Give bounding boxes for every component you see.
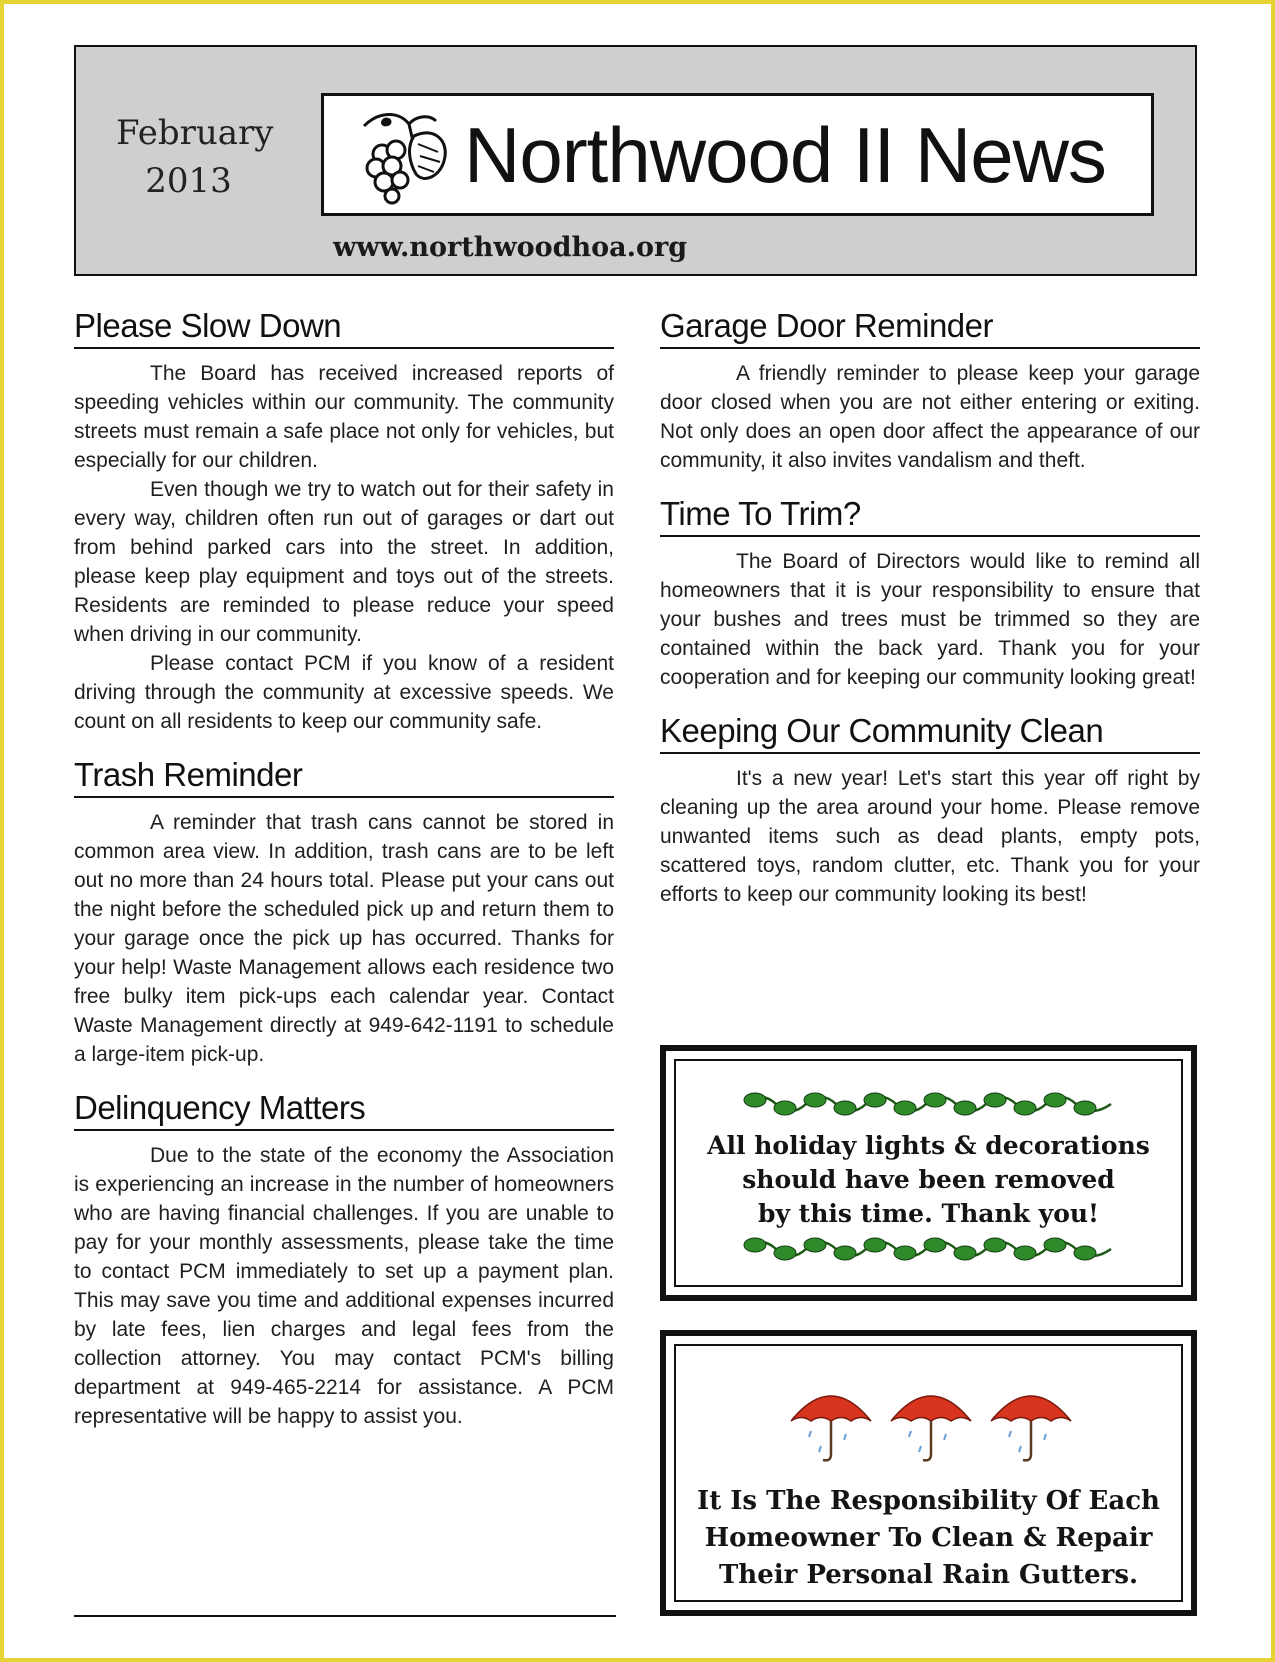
holiday-notice-text [666, 1129, 1191, 1231]
article-paragraph: It's a new year! Let's start this year off right by cleaning up the area around your home. Please remove unwanted items such as dead plants, empty pots, scattered toys, random clutter, etc. Thank you for your efforts to keep our community looking its best! [660, 767, 1200, 906]
issue-year: 2013 [145, 161, 232, 201]
right-column [660, 305, 1200, 927]
notice-line: should have been removed [742, 1165, 1115, 1194]
article-paragraph: Even though we try to watch out for their safety in every way, children often run out of garages or dart out from behind parked cars into the street. In addition, please keep play equipment and toys out of the streets. Residents are reminded to please reduce your speed when driving in our community. [74, 478, 614, 646]
article-paragraph: The Board of Directors would like to remind all homeowners that it is your responsibility to ensure that your bushes and trees must be trimmed so they are contained within the back yard. Thank you for your cooperation and for keeping our community looking great! [660, 550, 1200, 689]
article-paragraph: The Board has received increased reports of speeding vehicles within our community. The community streets must remain a safe place not only for vehicles, but especially for our children. [74, 362, 614, 472]
article-heading: Trash Reminder [74, 754, 614, 798]
footer-divider [74, 1615, 616, 1617]
notice-line: All holiday lights & decorations [707, 1131, 1150, 1160]
article-keeping-community-clean [660, 710, 1200, 909]
notice-line: by this time. Thank you! [757, 1199, 1100, 1228]
article-heading: Time To Trim? [660, 493, 1200, 537]
gutters-notice-box [660, 1330, 1197, 1616]
left-column [74, 305, 614, 1449]
article-heading: Garage Door Reminder [660, 305, 1200, 349]
article-heading: Please Slow Down [74, 305, 614, 349]
article-please-slow-down [74, 305, 614, 736]
umbrella-icon [786, 1376, 1086, 1466]
article-trash-reminder [74, 754, 614, 1069]
newsletter-title: Northwood II News [464, 111, 1106, 199]
holiday-notice-box [660, 1045, 1197, 1301]
grape-vine-logo-icon [354, 106, 454, 206]
article-paragraph: Please contact PCM if you know of a resident driving through the community at excessive speeds. We count on all residents to keep our community safe. [74, 652, 614, 733]
title-box [321, 93, 1154, 216]
issue-month: February [116, 113, 274, 153]
notice-line: Their Personal Rain Gutters. [718, 1560, 1139, 1590]
article-heading: Delinquency Matters [74, 1087, 614, 1131]
article-heading: Keeping Our Community Clean [660, 710, 1200, 754]
website-url[interactable]: www.northwoodhoa.org [333, 232, 688, 263]
article-paragraph: A friendly reminder to please keep your garage door closed when you are not either entering or exiting. Not only does an open door affect the appearance of our community, it also invites vandalism and theft. [660, 362, 1200, 472]
gutters-notice-text [666, 1483, 1191, 1594]
article-delinquency-matters [74, 1087, 614, 1431]
issue-date [116, 109, 274, 205]
article-garage-door-reminder [660, 305, 1200, 475]
article-time-to-trim [660, 493, 1200, 692]
ivy-vine-decoration-icon [741, 1086, 1116, 1122]
article-paragraph: A reminder that trash cans cannot be stored in common area view. In addition, trash cans are to be left out no more than 24 hours total. Please put your cans out the night before the scheduled pick up and return them to your garage once the pick up has occurred. Thanks for your help! Waste Management allows each residence two free bulky item pick-ups each calendar year. Contact Waste Management directly at 949-642-1191 to schedule a large-item pick-up. [74, 811, 614, 1066]
notice-line: Homeowner To Clean & Repair [704, 1523, 1153, 1553]
article-paragraph: Due to the state of the economy the Association is experiencing an increase in the number of homeowners who are having financial challenges. If you are unable to pay for your monthly assessments, please take the time to contact PCM immediately to set up a payment plan. This may save you time and additional expenses incurred by late fees, lien charges and legal fees from the collection attorney. You may contact PCM's billing department at 949-465-2214 for assistance. A PCM representative will be happy to assist you. [74, 1144, 614, 1428]
notice-line: It Is The Responsibility Of Each [697, 1486, 1160, 1516]
ivy-vine-decoration-icon [741, 1231, 1116, 1267]
masthead [74, 45, 1197, 276]
